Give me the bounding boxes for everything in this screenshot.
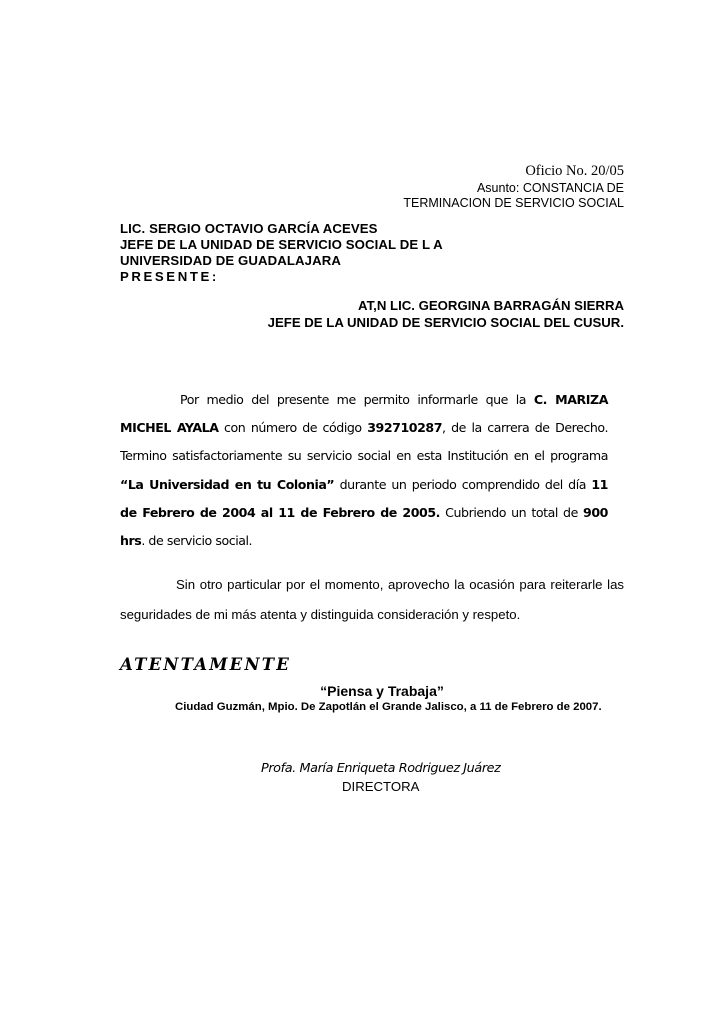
program-name: “La Universidad en tu Colonia” [120,476,335,492]
body-paragraph [120,386,608,555]
addressee-position-line-1: JEFE DE LA UNIDAD DE SERVICIO SOCIAL DE L A [120,237,443,252]
presente-label: PRESENTE: [120,269,219,284]
closing-text: Sin otro particular por el momento, aprovecho la ocasión para reiterarle las seguridades de mi más atenta y distinguida consideración y respeto. [120,577,624,622]
motto: “Piensa y Trabaja” [320,683,444,699]
asunto-line-1: Asunto: CONSTANCIA DE [476,181,624,195]
addressee-position-line-2: UNIVERSIDAD DE GUADALAJARA [120,253,341,268]
student-name: C. MARIZA MICHEL AYALA [120,392,608,436]
closing-paragraph [120,570,624,630]
service-period: 11 de Febrero de 2004 al 11 de Febrero de 2005. [120,476,608,520]
place-and-date: Ciudad Guzmán, Mpio. De Zapotlán el Grande Jalisco, a 11 de Febrero de 2007. [175,701,602,713]
student-code: 392710287 [367,420,443,436]
body-text-1: Por medio del presente me permito informarle que la [180,392,534,407]
service-hours: 900 hrs [120,504,608,549]
signatory-name: Profa. María Enriqueta Rodriguez Juárez [261,761,501,776]
body-text-2: con número de código [218,420,368,436]
attention-line-1: AT,N LIC. GEORGINA BARRAGÁN SIERRA [358,298,624,313]
body-text-3: , de la carrera de Derecho. Termino satisfactoriamente su servicio social en esta Institución en el programa [120,420,608,464]
signatory-title: DIRECTORA [342,779,420,794]
body-text-6: . de servicio social. [141,533,253,549]
body-text-4: durante un periodo comprendido del día [334,476,592,492]
oficio-number: Oficio No. 20/05 [525,163,624,179]
asunto-line-2: TERMINACION DE SERVICIO SOCIAL [403,196,624,210]
attention-line-2: JEFE DE LA UNIDAD DE SERVICIO SOCIAL DEL CUSUR. [267,315,624,330]
atentamente-heading: ATENTAMENTE [120,655,291,674]
addressee-name: LIC. SERGIO OCTAVIO GARCÍA ACEVES [120,221,378,236]
body-text-5: Cubriendo un total de [440,504,584,520]
